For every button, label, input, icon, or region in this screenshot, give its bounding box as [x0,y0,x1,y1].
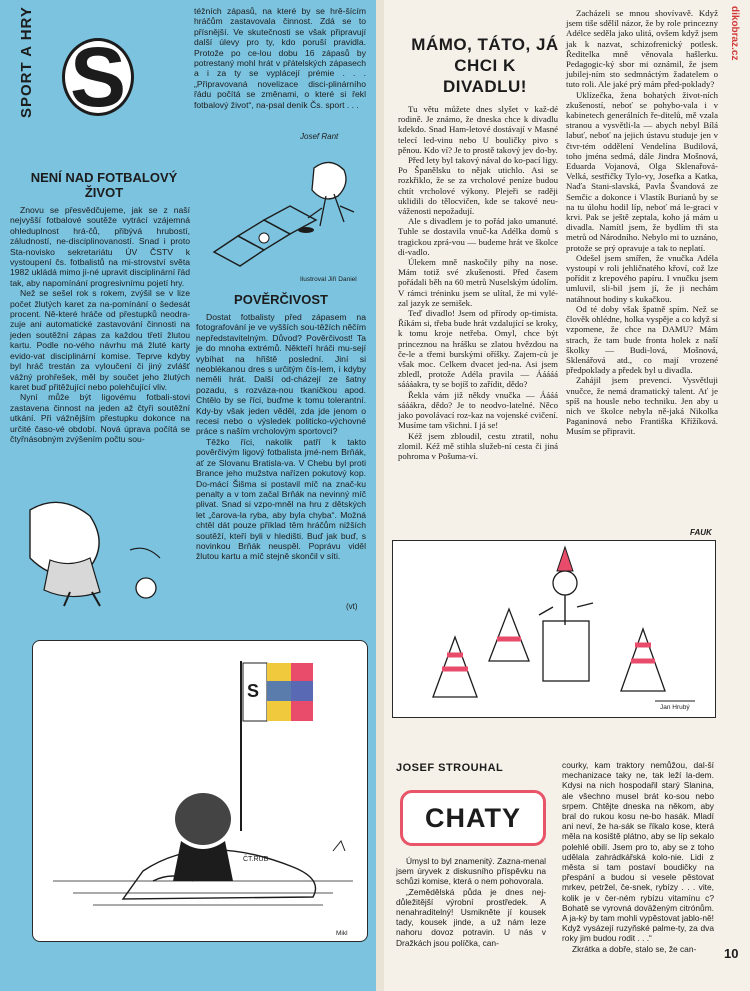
illustration-hopscotch [194,148,368,270]
paragraph: téžních zápasů, na které by se hrě-šícím hráčům zastavovala činnost. Zdá se to přísnější. Ve skutečnosti se však připravují další úlevy pro ty, kdo poruší pravidla. Protože po ce-lou dobu 16 zápasů by potrestaný mohl hrát v přátelských zápasech a i za ty se vyplácejí prémie . . . „Připravovaná novelizace disci-plinárního řádu počítá se změnami, o které si řekl fotbalový život“, na-psal deník Čs. sport . . . [194,6,366,110]
article4-left-column [396,856,546,948]
paragraph: Tu větu můžete dnes slyšet v kaž-dé rodině. Je známo, že dneska chce k divadlu kdekdo. Snad Ham-letové dostávají v Masné telecí led-vinu nebo U bouličky pivo s pěnou. Kdo ví? Je to prostě takový jev do-by. [398,104,558,155]
site-watermark: dikobraz.cz [729,6,740,61]
paragraph: courky, kam traktory nemůžou, dal-ší mechanizace taky ne, tak leží la-dem. Kdysi na nich hospodařil starý Slanina, ale všechno musel brát ko-sou nebo srpem. Chtějte dneska na někom, aby bral do rukou kosu ne-bo hasák. Mladí ani neví, že ha-sák se říkalo kose, která měla na kosiště plátno, aby se líp sekalo polehlé obilí. Jsem pro to, aby se z toho udělala zahrádkářská kolo-nie. Lidi z města si tam postaví boudičky na přespání a budou si vesele pěstovat mrkev, petržel, če-snek, rybízy . . . vite, kolik je v čer-ném rybízu vitamínu c? Bohatě se vyrovná doväženým citrónům. A ja-ký by tam mohli vypěstovat jablo-ně! Když vysázejí ruzyňské palme-ty, za dva roky jim budou rodit . . .“ [562,760,714,944]
section-logo-letter: S [69,30,127,124]
paragraph: Těžko říci, nakolik patří k takto pověrčivým ligový fotbalista jmé-nem Brňák, ať ze Slovanu Bratisla-va. V Chebu byl proti Brance jeho mužstva nařízen pokutový kop. Do-mácí Šišma si postavil míč na znač-ku penalty a v tom začal Brňák na nevinný míč plivat. Snad si vzpo-mněl na hru z dětských let „čarova-la ryba, aby byla chyba“. Možná chtěl dát pouze příklad těm hráčům nižších soutěží, kteří byli v hledišti. Buď jak buď, s novinkou Brňák neuspěl. Poprávu viděl žlutou kartu a míč stejně skončil v síti. [196,436,366,562]
flag-letter: S [247,681,260,701]
top-column-text [194,6,366,110]
paragraph: Před lety byl takový nával do ko-pací ligy. Po Španělsku to nějak utichlo. Asi se rozkřiklo, že se za vrcholové peníze budou chtít vrcholové výkony. Plejeři se raději uklidili do tělocvičen, kde se takové neu-váženosti nepožadují. [398,155,558,217]
illustrator-credit-mikl: Mikl [336,930,348,937]
signature-fauk: FAUK [690,528,712,537]
paragraph: Úlekem mně naskočily pihy na nose. Mám totiž své zkušenosti. Před časem pořádali běh na 60 metrů Nuselským údolím. V rámci tréninku jsem se ulítal, že mi vylé-zal jazyk ze semišek. [398,257,558,308]
signature-vt: (vt) [346,602,358,611]
article-title-neni-nad-fotbalovy-zivot: NENÍ NAD FOTBALOVÝ ŽIVOT [30,170,178,200]
paragraph: Zkrátka a dobře, stalo se, že can- [572,943,697,954]
illustration-cones [392,540,716,718]
article4-right-column [562,760,714,954]
article-title-mamo-tato: MÁMO, TÁTO, JÁ CHCI K DIVADLU! [411,35,559,96]
island-drawing [33,641,367,941]
paragraph: Nyní může být ligovému fotbali-stovi zastavena činnost na jeden až čtyři soutěžní utkání. Při vážnějším přestupku dokonce na určité časo-vé období. Nová úprava počítá se čtyřnásobným zvýšením počtu sou- [10,392,190,444]
article-title-povercivost: POVĚRČIVOST [234,292,328,307]
paragraph: Dostat fotbalisty před zápasem na fotografování je ve vyšších sou-těžích něčím nepředstavitelným. Důvod? Pověrčivost! Ta je do mnoha extrémů. Někteří hráči mu-sejí vybíhat na hřiště poslední. Jiní si neoblékanou dres s určitým čís-lem, i kdyby neměli hrát. Další od-cházejí ze šatny pozadu, s rozváza-nou tkaničkou apod. Chtělo by se říci, buďme k tomu tolerantní. Kdy-by však jeden věděl, zda jde jenom o recesi nebo o výsledek politicko-výchovné práce s naším vrcholovým sportovci? [196,312,366,437]
paragraph: Řekla vám již někdy vnučka — Áááá sááákra, dědo? Je to neodvo-latelné. Něco jako povolávací roz-kaz na vojenské cvičení. Musíme tam všichni. I já se! [398,389,558,431]
paragraph: Zahájil jsem prevenci. Vysvětluji vnučce, že nemá dramatický talent. Ať je spíš na housle nebo techniku. Jen aby u nich ve školce nebyla ně-jaká Nikolka Paganinová nebo Františka Křížíková. Musím se připravit. [566,375,718,437]
paragraph: „Zemědělská půda je dnes nej-důležitější výrobní prostředek. A nenahraditelný! Usmikněte jí kousek tady, kousek jinde, a už nám leze nahoru dovoz potravin. U nás v Dražkách jsou políčka, can- [396,886,546,948]
paragraph: Odešel jsem smířen, že vnučka Adéla vystoupí v roli jehličnatého křoví, což lze pořídit z krepového papíru. I vnučku jsem umluvil, sli-bil jsem jí, že ji nechám natáhnout hodiny s kukačkou. [566,252,718,304]
article1-column [10,205,190,444]
illustration-island [32,640,368,942]
page-gutter [376,0,384,991]
paragraph: Od té doby však špatně spím. Než se člověk ohlédne, holka vyspěje a co když si vzpomene, že chce na DAMU? Mám strach, že tam bude fronta holek z naší školky — Budi-lová, Mošnová, Sklenářová atd., co mají vrozené předpoklady a předek byl u divadla. [566,303,718,376]
goalkeeper-drawing [10,490,190,612]
paragraph: Než se sešel rok s rokem, zvýšil se v lize počet žlutých karet za na-pomínání o šedesát procent. Ně-které hráče od přestupků neodra-zuje ani automatické zastavování činnosti na jeden soutěžní zápas za každou třetí žlutou kartu. Podle no-vého návrhu má žluté karty evido-vat disciplinární komise. Teprve kdyby byl hráč trestán za vyloučení či jiný zvlášť vážný prohřešek, měl by součet jeho žlutých karet buď přitěžující nebo polehčující vliv. [10,288,190,392]
drawing-caption: ČT.RUB [243,856,269,863]
article3-right-column [566,8,718,437]
paragraph: Uklízečka, žena bohatých život-ních zkušeností, neboť se pohybo-vala i v kabinetech generálních ře-ditelů, mě vzala stranou a vysvětli-la — abych nebyl Bílá labuť, neboť na jejich ústavu studuje jen v čtvr-tém oddělení Vendelína Budilová, toho jména sedmá, dále Jindra Mošnová, Eduarda Vojanová, Olga Sklenařová-Velká, sestřičky Tylo-vy, Josefka a Katka, Naďa Stani-slavská, Pavla Švandová ze Semčic a dokonce i Vlastík Burianů by se na tu úlohu hodil líp, neboť má le-graci v krvi. Pak se ještě zeptala, koho já mám u divadla. Namítl jsem, že bydlím tři sta metrů od Národního. Nebylo mi to uznáno, protože se prý opravuje a tak to neplatí. [566,89,718,253]
paragraph: Kéž jsem zbloudil, cestu ztratil, nohu zlomil. Kéž mě stihla služeb-ní cesta či jiná pohroma v Pošuma-ví. [398,430,558,461]
article-title-chaty: CHATY [425,803,521,833]
article2-column [196,312,366,562]
illustrator-credit: Ilustroval Jiří Daniel [300,276,357,283]
page-number: 10 [724,946,739,961]
article3-left-column [398,104,558,461]
section-vertical-label: SPORT A HRY [18,6,35,118]
paragraph: Zacházeli se mnou shovívavě. Když jsem tiše sdělil názor, že by role princezny Adélce seděla jako ulitá, ovšem když jsem jak k nazvat, schizofrenický potlesk. Ředitelka mně věnovala hašlerku. Pedagogic-ký sbor mi oznámil, že jsem jubilej-ním sto sedmnáctým žadatelem o tuto roli. Ale jaké prý mám před-poklady? [566,8,718,90]
hopscotch-drawing [194,148,368,270]
article4-byline: JOSEF STROUHAL [396,762,504,774]
paragraph: Teď divadlo! Jsem od přírody op-timista. Říkám si, třeba bude hrát vzdalující se kroky, k tomu kroje netřeba. Omyl, chce být princeznou na hrášku se zlatou hvězdou na če-le a třemi burskými oříšky. Zajem-cù je však moc. Celkem dvacet jed-na. Asi jsem zbledl, protože Adéla pravila — Ááááá sáááakra, ty se bojíš to zařídit, dědo? [398,308,558,390]
illustration-goalkeeper [10,490,190,612]
paragraph: Ale s divadlem je to pořád jako umanuté. Tuhle se dostavila vnuč-ka Adélka domů s tragickou zprá-vou — budeme hrát ve školce di-vadlo. [398,216,558,257]
cones-drawing [393,541,715,717]
paragraph: Znovu se přesvědčujeme, jak se z naší nejvyšší fotbalové soutěže vytrácí vzájemná ohleduplnost hrá-čů, přibývá hrubostí, záludností, ne-disciplinovaností. Snad i proto Sta-novisko sekretariátu ÚV ČSTV k vystoupení čs. fotbalistů na mi-strovství světa 1982 ukládá mimo ji-né upravit disciplinární řád tak, aby napomínání progresivnímu pojetí hry. [10,205,190,288]
signature-josef-rant: Josef Rant [300,132,339,141]
illustrator-credit-jan-hruby: Jan Hrubý [660,704,690,711]
paragraph: Úmysl to byl znamenitý. Zazna-menal jsem úryvek z diskusního příspěvku na schůzi komise, která o nem pohovorala. [396,856,546,887]
